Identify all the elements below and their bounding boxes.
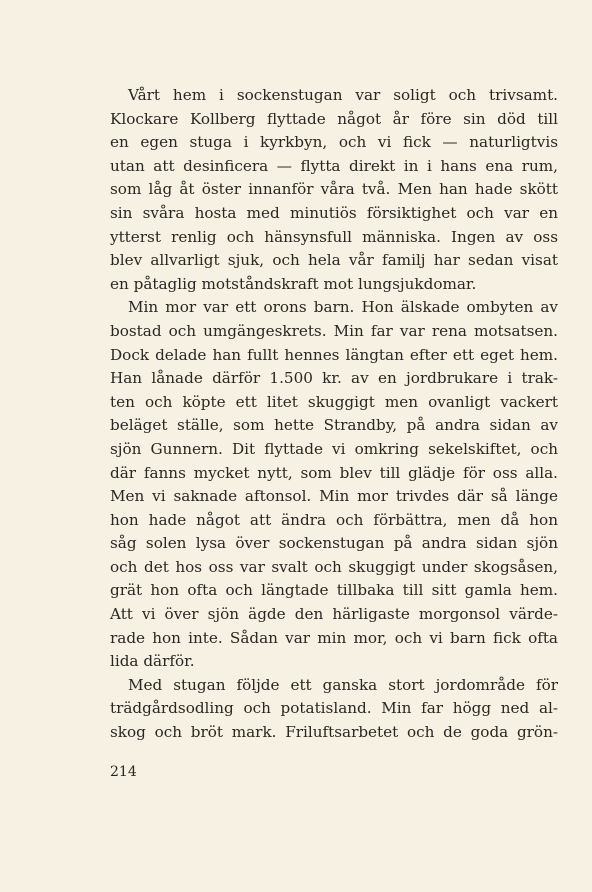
text-line: såg solen lysa över sockenstugan på andra sidan sjön — [110, 534, 558, 553]
text-line: Vårt hem i sockenstugan var soligt och trivsamt. — [128, 86, 558, 104]
text-line: Klockare Kollberg flyttade något år före sin död till — [110, 109, 558, 128]
text-line: som låg åt öster innanför våra två. Men han hade skött — [110, 180, 558, 199]
text-line: Han lånade därför 1.500 kr. av en jordbrukare i trak- — [110, 369, 558, 388]
text-line: Dock delade han fullt hennes längtan efter ett eget hem. — [110, 345, 558, 364]
text-line: bostad och umgängeskrets. Min far var rena motsatsen. — [110, 321, 558, 340]
text-line: Min mor var ett orons barn. Hon älskade ombyten av — [128, 298, 558, 317]
text-line: sjön Gunnern. Dit flyttade vi omkring sekelskiftet, och — [110, 439, 558, 458]
text-line: Att vi över sjön ägde den härligaste morgonsol värde- — [110, 605, 558, 624]
body-text — [110, 84, 558, 745]
text-line: skog och bröt mark. Friluftsarbetet och de goda grön- — [110, 723, 558, 742]
text-line: en egen stuga i kyrkbyn, och vi fick — naturligtvis — [110, 133, 558, 152]
page-number: 214 — [110, 764, 137, 780]
text-line: beläget ställe, som hette Strandby, på andra sidan av — [110, 416, 558, 435]
text-line: lida därför. — [110, 652, 195, 671]
text-line: Med stugan följde ett ganska stort jordområde för — [128, 675, 558, 694]
text-line: ten och köpte ett litet skuggigt men ovanligt vackert — [110, 392, 558, 411]
text-line: ytterst renlig och hänsynsfull människa. Ingen av oss — [110, 227, 558, 246]
text-line: sin svåra hosta med minutiös försiktighet och var en — [110, 203, 558, 222]
text-line: grät hon ofta och längtade tillbaka till sitt gamla hem. — [110, 581, 558, 600]
text-line: trädgårdsodling och potatisland. Min far högg ned al- — [110, 699, 558, 718]
text-line: Men vi saknade aftonsol. Min mor trivdes där så länge — [110, 487, 558, 506]
text-line: rade hon inte. Sådan var min mor, och vi barn fick ofta — [110, 628, 558, 647]
text-line: utan att desinficera — flytta direkt in i hans ena rum, — [110, 156, 558, 175]
text-line: och det hos oss var svalt och skuggigt under skogsåsen, — [110, 557, 558, 576]
text-line: där fanns mycket nytt, som blev till glädje för oss alla. — [110, 463, 558, 482]
text-line: blev allvarligt sjuk, och hela vår familj har sedan visat — [110, 251, 558, 270]
text-line: hon hade något att ändra och förbättra, men då hon — [110, 510, 558, 529]
text-line: en påtaglig motståndskraft mot lungsjukdomar. — [110, 274, 477, 293]
